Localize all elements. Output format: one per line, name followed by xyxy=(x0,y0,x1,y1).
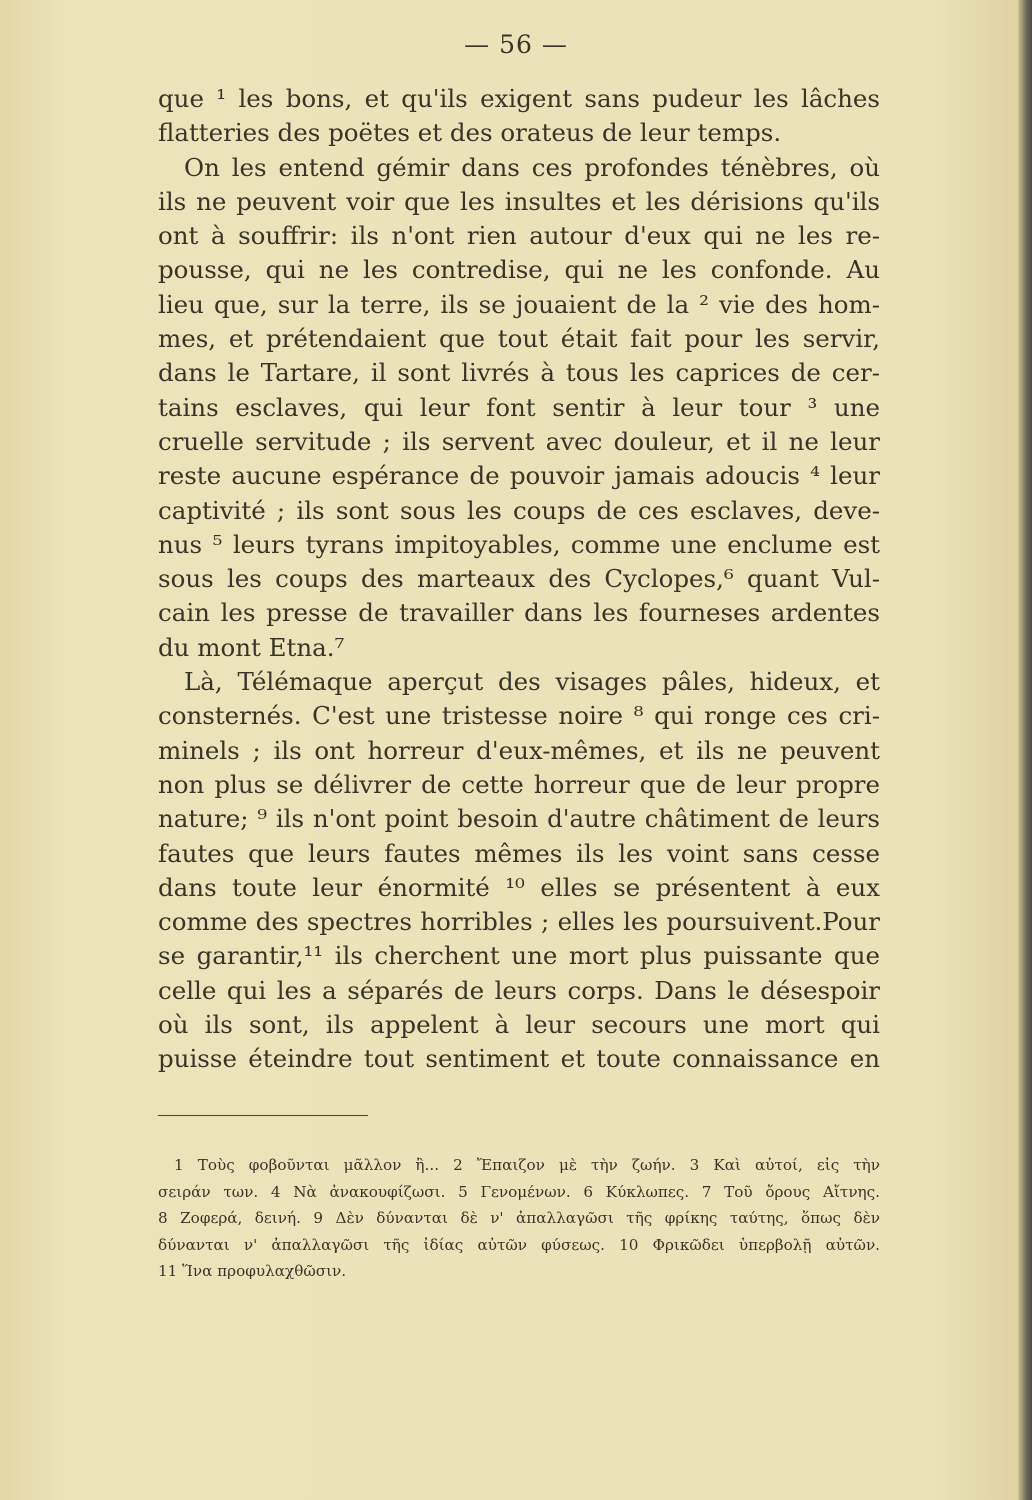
text-line: Là, Télémaque aperçut des visages pâles, hideux, et xyxy=(184,667,880,697)
footnotes xyxy=(158,1152,880,1285)
body-text xyxy=(158,82,880,1077)
text-line: dans toute leur énormité ¹⁰ elles se présentent à eux xyxy=(158,872,880,902)
text-line: On les entend gémir dans ces profondes ténèbres, où xyxy=(184,152,880,182)
text-line: ont à souffrir: ils n'ont rien autour d'eux qui ne les re- xyxy=(158,221,880,251)
footnote-line: 8 Ζοφερά, δεινή. 9 Δὲν δύνανται δὲ ν' ἀπαλλαγῶσι τῆς φρίκης ταύτης, ὅπως δὲν xyxy=(158,1209,880,1227)
text-line: minels ; ils ont horreur d'eux-mêmes, et ils ne peuvent xyxy=(158,735,880,765)
page-edge xyxy=(1018,0,1032,1500)
text-line: dans le Tartare, il sont livrés à tous les caprices de cer- xyxy=(158,358,880,388)
footnote-line: 1 Τοὺς φοβοῦνται μᾶλλον ἢ... 2 Ἔπαιζον μὲ τὴν ζωήν. 3 Καὶ αὐτοί, εἰς τὴν xyxy=(174,1156,880,1174)
text-line: cruelle servitude ; ils servent avec douleur, et il ne leur xyxy=(158,426,880,456)
text-line: nature; ⁹ ils n'ont point besoin d'autre châtiment de leurs xyxy=(158,804,880,834)
text-line: cain les presse de travailler dans les fourneses ardentes xyxy=(158,598,880,628)
text-line: du mont Etna.⁷ xyxy=(158,632,345,662)
page-number: — 56 — xyxy=(464,30,568,59)
footnote-line: σειράν των. 4 Νὰ ἀνακουφίζωσι. 5 Γενομένων. 6 Κύκλωπες. 7 Τοῦ ὄρους Αἴτνης. xyxy=(158,1182,880,1201)
text-line: flatteries des poëtes et des orateus de leur temps. xyxy=(158,118,782,148)
text-line: que ¹ les bons, et qu'ils exigent sans pudeur les lâches xyxy=(158,84,880,113)
text-line: lieu que, sur la terre, ils se jouaient de la ² vie des hom- xyxy=(158,289,880,319)
text-line: consternés. C'est une tristesse noire ⁸ qui ronge ces cri- xyxy=(158,701,880,731)
text-line: celle qui les a séparés de leurs corps. Dans le désespoir xyxy=(158,975,880,1005)
text-line: fautes que leurs fautes mêmes ils les voint sans cesse xyxy=(158,838,880,868)
text-line: non plus se délivrer de cette horreur que de leur propre xyxy=(158,769,880,799)
text-line: où ils sont, ils appelent à leur secours une mort qui xyxy=(158,1010,880,1040)
text-line: captivité ; ils sont sous les coups de ces esclaves, deve- xyxy=(158,495,880,525)
text-line: comme des spectres horribles ; elles les poursuivent.Pour xyxy=(158,907,880,937)
text-line: pousse, qui ne les contredise, qui ne les confonde. Au xyxy=(158,255,880,285)
text-line: reste aucune espérance de pouvoir jamais adoucis ⁴ leur xyxy=(158,461,880,491)
footnote-separator xyxy=(158,1115,368,1116)
text-line: ils ne peuvent voir que les insultes et les dérisions qu'ils xyxy=(158,186,880,216)
footnote-line: 11 Ἵνα προφυλαχθῶσιν. xyxy=(158,1262,347,1280)
text-line: puisse éteindre tout sentiment et toute connaissance en xyxy=(158,1044,880,1074)
text-line: sous les coups des marteaux des Cyclopes,⁶ quant Vul- xyxy=(158,564,880,594)
text-line: mes, et prétendaient que tout était fait pour les servir, xyxy=(158,324,880,354)
text-line: se garantir,¹¹ ils cherchent une mort plus puissante que xyxy=(158,941,880,971)
footnote-line: δύνανται ν' ἀπαλλαγῶσι τῆς ἰδίας αὐτῶν φύσεως. 10 Φρικῶδει ὑπερβολῇ αὐτῶν. xyxy=(158,1235,880,1254)
text-line: tains esclaves, qui leur font sentir à leur tour ³ une xyxy=(158,392,880,422)
text-line: nus ⁵ leurs tyrans impitoyables, comme une enclume est xyxy=(158,529,880,559)
